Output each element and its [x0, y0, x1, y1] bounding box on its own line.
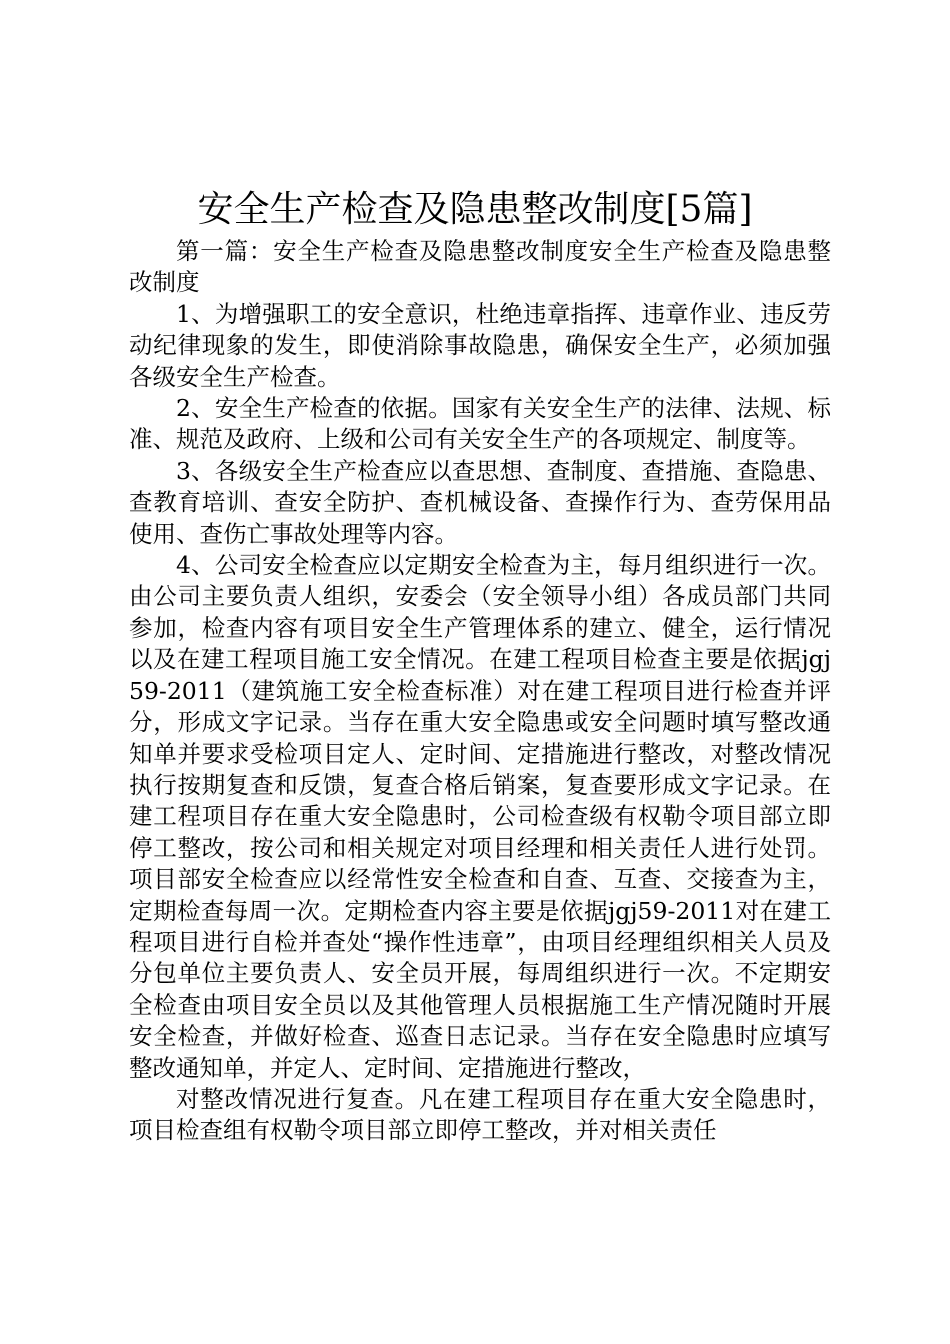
document-title: 安全生产检查及隐患整改制度[5篇] [197, 189, 753, 230]
paragraph-item-2: 2、安全生产检查的依据。国家有关安全生产的法律、法规、标准、规范及政府、上级和公司有关安全生产的各项规定、制度等。 [129, 394, 831, 454]
paragraph-continuation: 对整改情况进行复查。凡在建工程项目存在重大安全隐患时，项目检查组有权勒令项目部立即停工整改，并对相关责任 [129, 1084, 831, 1145]
document-body [129, 236, 831, 1147]
paragraph-item-4: 4、公司安全检查应以定期安全检查为主，每月组织进行一次。由公司主要负责人组织，安委会（安全领导小组）各成员部门共同参加，检查内容有项目安全生产管理体系的建立、健全，运行情况以及在建工程项目施工安全情况。在建工程项目检查主要是依据jgj59-2011（建筑施工安全检查标准）对在建工程项目进行检查并评分，形成文字记录。当存在重大安全隐患或安全问题时填写整改通知单并要求受检项目定人、定时间、定措施进行整改，对整改情况执行按期复查和反馈，复查合格后销案，复查要形成文字记录。在建工程项目存在重大安全隐患时，公司检查级有权勒令项目部立即停工整改，按公司和相关规定对项目经理和相关责任人进行处罚。项目部安全检查应以经常性安全检查和自查、互查、交接查为主，定期检查每周一次。定期检查内容主要是依据jgj59-2011对在建工程项目进行自检并查处“操作性违章”，由项目经理组织相关人员及分包单位主要负责人、安全员开展，每周组织进行一次。不定期安全检查由项目安全员以及其他管理人员根据施工生产情况随时开展安全检查，并做好检查、巡查日志记录。当存在安全隐患时应填写整改通知单，并定人、定时间、定措施进行整改， [129, 551, 831, 1082]
paragraph-item-3: 3、各级安全生产检查应以查思想、查制度、查措施、查隐患、查教育培训、查安全防护、查机械设备、查操作行为、查劳保用品使用、查伤亡事故处理等内容。 [129, 456, 831, 548]
paragraph-intro: 第一篇：安全生产检查及隐患整改制度安全生产检查及隐患整改制度 [129, 237, 831, 297]
paragraph-item-1: 1、为增强职工的安全意识，杜绝违章指挥、违章作业、违反劳动纪律现象的发生，即使消除事故隐患，确保安全生产，必须加强各级安全生产检查。 [129, 299, 831, 391]
